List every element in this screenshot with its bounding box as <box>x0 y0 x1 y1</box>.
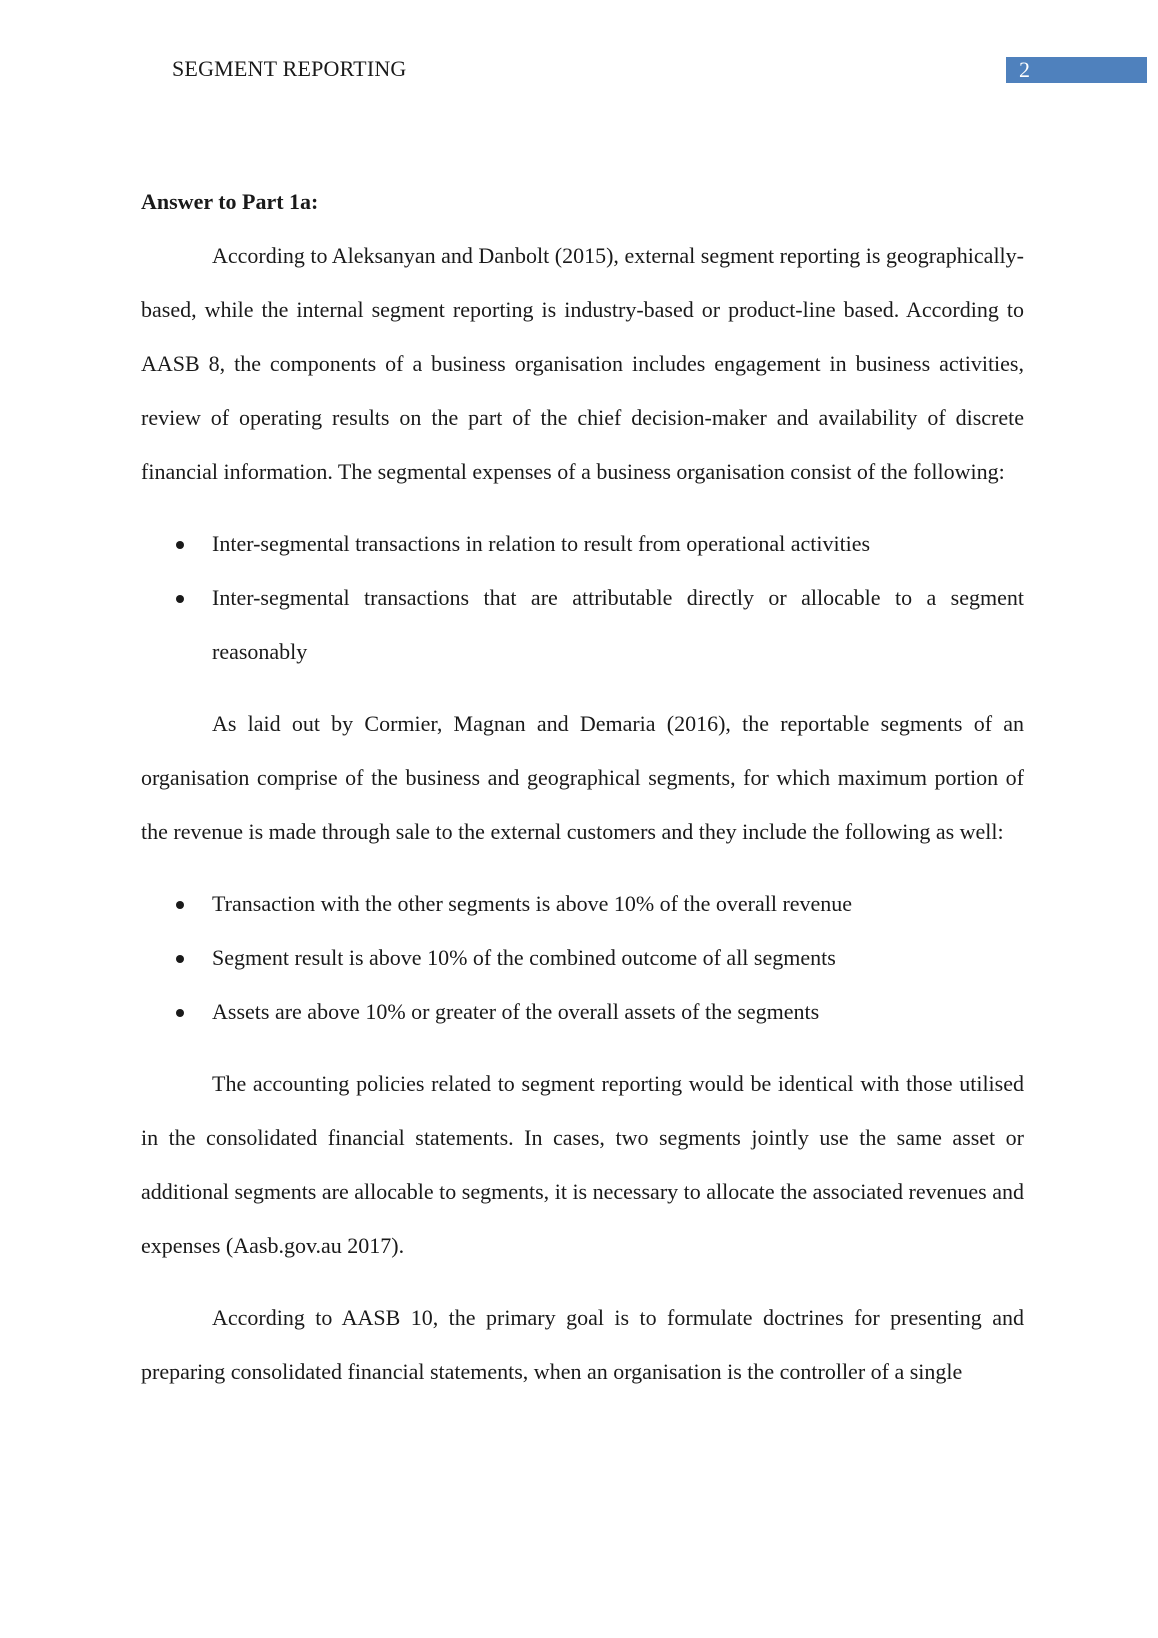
section-heading: Answer to Part 1a: <box>141 189 319 214</box>
bullet-icon <box>176 1009 184 1017</box>
list-item-text: Inter-segmental transactions that are attributable directly or allocable to a segment reasonably <box>212 585 1024 664</box>
list-item-text: Inter-segmental transactions in relation to result from operational activities <box>212 531 871 556</box>
bullet-list-segmental-expenses <box>141 517 1024 679</box>
list-item <box>141 517 1024 571</box>
list-item-text: Segment result is above 10% of the combined outcome of all segments <box>212 945 836 970</box>
paragraph-aasb-10: According to AASB 10, the primary goal is to formulate doctrines for presenting and preparing consolidated financial statements, when an organisation is the controller of a single <box>141 1305 1024 1384</box>
paragraph-segment-definition: According to Aleksanyan and Danbolt (2015), external segment reporting is geographically-based, while the internal segment reporting is industry-based or product-line based. According to AASB 8, the components of a business organisation includes engagement in business activities, review of operating results on the part of the chief decision-maker and availability of discrete financial information. The segmental expenses of a business organisation consist of the following: <box>141 243 1024 484</box>
paragraph-accounting-policies: The accounting policies related to segment reporting would be identical with those utilised in the consolidated financial statements. In cases, two segments jointly use the same asset or additional segments are allocable to segments, it is necessary to allocate the associated revenues and expenses (Aasb.gov.au 2017). <box>141 1071 1024 1258</box>
bullet-icon <box>176 595 184 603</box>
page-number-badge: 2 <box>1006 57 1147 83</box>
list-item <box>141 877 1024 931</box>
list-item <box>141 931 1024 985</box>
bullet-icon <box>176 541 184 549</box>
running-head: SEGMENT REPORTING <box>172 56 407 81</box>
bullet-icon <box>176 901 184 909</box>
bullet-icon <box>176 955 184 963</box>
document-body <box>141 175 1024 1399</box>
list-item-text: Transaction with the other segments is above 10% of the overall revenue <box>212 891 853 916</box>
paragraph-reportable-segments: As laid out by Cormier, Magnan and Demaria (2016), the reportable segments of an organisation comprise of the business and geographical segments, for which maximum portion of the revenue is made through sale to the external customers and they include the following as well: <box>141 711 1024 844</box>
list-item <box>141 985 1024 1039</box>
list-item <box>141 571 1024 679</box>
bullet-list-reportable-criteria <box>141 877 1024 1039</box>
list-item-text: Assets are above 10% or greater of the overall assets of the segments <box>212 999 820 1024</box>
